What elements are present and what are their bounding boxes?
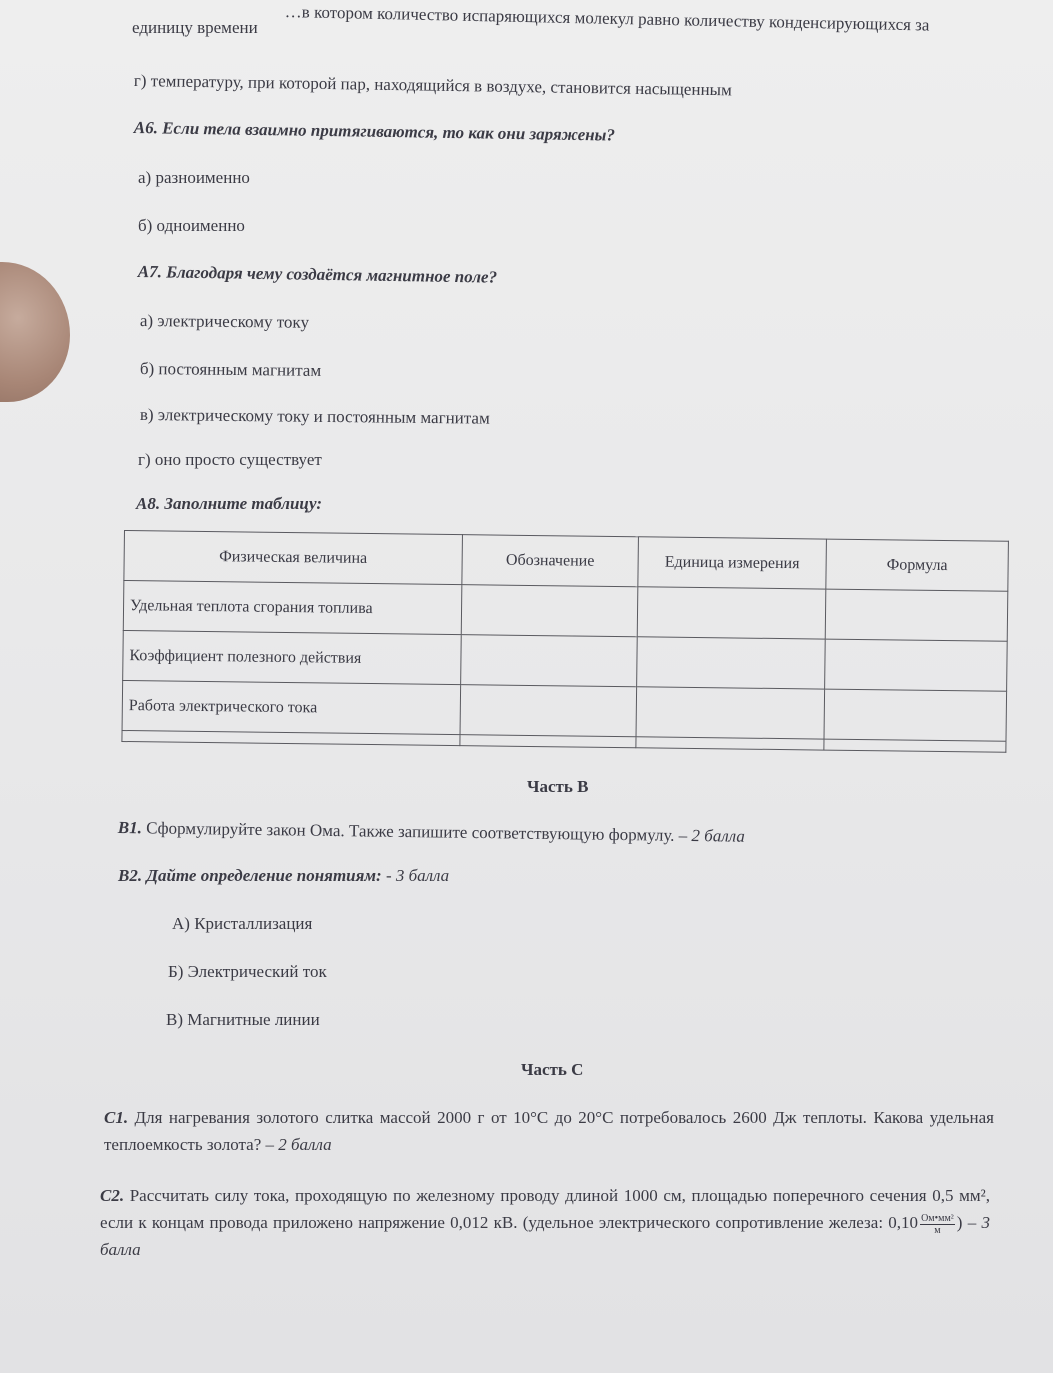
table-header-cell: Обозначение (462, 535, 639, 587)
continued-text-line: …в котором количество испаряющихся молекул равно количеству конденсирующихся за (284, 2, 930, 35)
b2-item: А) Кристаллизация (172, 914, 313, 933)
a6-option: б) одноименно (138, 216, 245, 235)
question-a8: А8. Заполните таблицу: (136, 494, 323, 513)
table-header-cell: Физическая величина (124, 531, 463, 585)
b1-points: – 2 балла (678, 825, 745, 846)
c1-label: С1. (104, 1108, 129, 1127)
fill-in-table (121, 530, 1009, 753)
table-cell-empty[interactable] (636, 737, 824, 750)
table-cell-empty[interactable] (461, 635, 638, 687)
b1-text: Сформулируйте закон Ома. Также запишите соответствующую формулу. (146, 818, 675, 845)
table-cell-empty[interactable] (637, 637, 826, 689)
option-g-text: г) температуру, при которой пар, находящийся в воздухе, становится насыщенным (133, 71, 732, 100)
question-a6: А6. Если тела взаимно притягиваются, то как они заряжены? (133, 118, 616, 145)
c1-text: Для нагревания золотого слитка массой 2000 г от 10°С до 20°С потребовалось 2600 Дж теплоты. Какова удельная теплоемкость золота? (104, 1108, 994, 1154)
a7-option: а) электрическому току (139, 311, 310, 332)
c2-unit-fraction (920, 1213, 955, 1236)
question-b2 (118, 866, 449, 886)
question-c2 (100, 1182, 990, 1263)
table-cell-empty[interactable] (460, 685, 637, 737)
c2-close: ) (956, 1213, 963, 1232)
c2-text: Рассчитать силу тока, проходящую по железному проводу длиной 1000 см, площадью поперечного сечения 0,5 мм², если к концам провода приложено напряжение 0,012 кВ. (удельное электрического сопротивление железа: 0,10 (100, 1186, 990, 1232)
finger-photo-artifact (0, 262, 70, 402)
table-cell-empty[interactable] (461, 585, 638, 637)
a7-option: б) постоянным магнитам (139, 359, 322, 380)
question-b1 (118, 818, 745, 847)
a6-option: а) разноименно (138, 168, 250, 187)
part-b-title: Часть В (527, 777, 589, 796)
b2-points: - 3 балла (385, 866, 450, 885)
b1-label: В1. (117, 818, 143, 838)
table-cell-empty[interactable] (460, 735, 636, 748)
question-c1 (104, 1104, 994, 1158)
table-cell-quantity: Работа электрического тока (122, 681, 461, 735)
table-cell-empty[interactable] (637, 587, 826, 639)
c1-points: – 2 балла (265, 1135, 332, 1154)
table-cell-empty[interactable] (825, 589, 1008, 641)
table-cell-quantity: Коэффициент полезного действия (123, 631, 462, 685)
b2-item: В) Магнитные линии (166, 1010, 320, 1029)
question-a7: А7. Благодаря чему создаётся магнитное поле? (137, 262, 498, 287)
b2-item: Б) Электрический ток (168, 962, 327, 981)
table-cell-empty[interactable] (824, 739, 1006, 752)
c2-unit-numerator: Ом•мм² (921, 1212, 954, 1224)
a7-option: в) электрическому току и постоянным магнитам (139, 405, 490, 428)
table-cell-empty[interactable] (825, 639, 1008, 691)
table-cell-empty[interactable] (824, 689, 1007, 741)
c2-points: – 3 балла (100, 1213, 991, 1259)
c2-label: С2. (100, 1186, 125, 1205)
a7-option: г) оно просто существует (138, 450, 322, 469)
table-cell-empty[interactable] (636, 687, 825, 739)
table-header-cell: Формула (826, 539, 1009, 591)
b2-label: В2. Дайте определение понятиям: (118, 866, 382, 885)
part-c-title: Часть С (521, 1060, 584, 1079)
table-cell-quantity: Удельная теплота сгорания топлива (123, 581, 462, 635)
table-header-cell: Единица измерения (638, 537, 827, 589)
c2-unit-denominator: м (934, 1224, 941, 1236)
continued-text-line-2: единицу времени (132, 18, 258, 37)
